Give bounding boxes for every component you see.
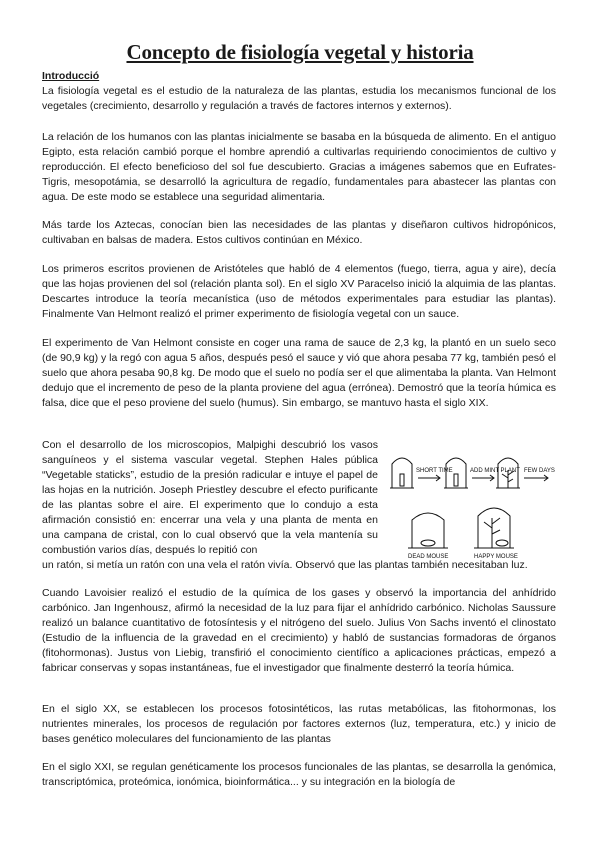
paragraph-microscopes-end: un ratón, si metía un ratón con una vela el ratón vivía. Observó que las plantas también necesitaban luz. bbox=[42, 559, 528, 571]
label-add-mint-plant: ADD MINT PLANT bbox=[470, 468, 520, 474]
label-short-time: SHORT TIME bbox=[416, 468, 453, 474]
paragraph-xxi-century: En el siglo XXI, se regulan genéticamente los procesos funcionales de las plantas, se desarrolla la genómica, transcriptómica, proteómica, ionómica, bioinformática... y su integración en la biología de bbox=[42, 761, 556, 788]
paragraph-xx-century: En el siglo XX, se establecen los procesos fotosintéticos, las rutas metabólicas, las fitohormonas, los nutrientes minerales, los procesos de regulación por factores externos (luz, temperatura, etc.) y inicio de bases genético moleculares del funcionamiento de las plantas bbox=[42, 703, 556, 745]
document-title: Concepto de fisiología vegetal y historia bbox=[126, 40, 474, 64]
paragraph-aristotle: Los primeros escritos provienen de Aristóteles que habló de 4 elementos (fuego, tierra, agua y aire), decía que las hojas provienen del sol (relación planta sol). En el siglo XV Paracelso inició la alquimia de las plantas. Descartes introduce la teoría mecanística (uso de métodos experimentales para estudiar las plantas). Finalmente Van Helmont realizó el primer experimento de fisiología vegetal con un sauce. bbox=[42, 263, 556, 320]
paragraph-lavoisier: Cuando Lavoisier realizó el estudio de la química de los gases y observó la importancia del anhídrido carbónico. Jan Ingenhousz, afirmó la necesidad de la luz para fijar el anhídrido carbónico. Nicholas Saussure realizó un balance cuantitativo de fotosíntesis y el nitrógeno del suelo. Julius Von Sachs inventó el clinostato (Estudio de la influencia de la gravedad en el crecimiento) y habló de sustancias formadoras de órganos (fitohormonas). Justus von Liebig, transfirió el conocimiento científico a aplicaciones prácticas, empezó a fabricar conservas y sopas instantáneas, fue el investigador que finalmente desterró la teoría húmica. bbox=[42, 587, 556, 674]
paragraph-definition: La fisiología vegetal es el estudio de la naturaleza de las plantas, estudia los mecanismos funcional de los vegetales (crecimiento, desarrollo y regulación a través de factores internos y externos). bbox=[42, 85, 556, 112]
section-heading: Introducció bbox=[42, 70, 100, 82]
label-few-days: FEW DAYS bbox=[524, 468, 555, 474]
paragraph-microscopes: Con el desarrollo de los microscopios, Malpighi descubrió los vasos sanguíneos y el sistema vascular vegetal. Stephen Hales públicа “Vegetable staticks”, estudio de la presión radicular e intuye el papel de las hojas en la nutrición. Joseph Priestley descubre el efecto purificante de las plantas sobre el aire. El experimento que lo condujo a esta afirmación consistió en: encerrar una vela y una planta de menta en una campana de cristal, con lo cual observó que la vela mantenía su combustión varios días, después lo repitió con bbox=[42, 439, 378, 556]
paragraph-egypt: La relación de los humanos con las plantas inicialmente se basaba en la búsqueda de alimento. En el antiguo Egipto, esta relación cambió porque el hombre aprendió a cultivarlas requiriendo conocimientos de cultivo y reproducción. El efecto beneficioso del sol fue descubierto. Gracias a imágenes sabemos que en Eufrates-Tigris, mesopotámia, se desarrolló la agricultura de regadío, fundamentales para abastecer las plantas con agua. De este modo se establece una seguridad alimentaria. bbox=[42, 131, 556, 203]
priestley-experiment-figure bbox=[388, 448, 558, 566]
label-dead-mouse: DEAD MOUSE bbox=[408, 554, 449, 560]
priestley-sketch bbox=[388, 448, 558, 566]
paragraph-aztecs: Más tarde los Aztecas, conocían bien las necesidades de las plantas y diseñaron cultivos hidropónicos, cultivaban en balsas de madera. Estos cultivos continúan en México. bbox=[42, 219, 556, 246]
label-happy-mouse: HAPPY MOUSE bbox=[474, 554, 518, 560]
paragraph-van-helmont: El experimento de Van Helmont consiste en coger una rama de sauce de 2,3 kg, la plantó en un suelo seco (de 90,9 kg) y la regó con agua 5 años, después pesó el sauce y vió que ahora pesaba 77 kg, también pesó el suelo que ahora pesaba 90,8 kg. De modo que el suelo no podía ser el que alimentaba la planta. Van Helmont dedujo que el incremento de peso de la planta proviene del agua (errónea). Demostró que la teoría húmica es falsa, dice que el peso proviene del suelo (humus). Sin embargo, se mantuvo hasta el siglo XIX. bbox=[42, 337, 556, 409]
